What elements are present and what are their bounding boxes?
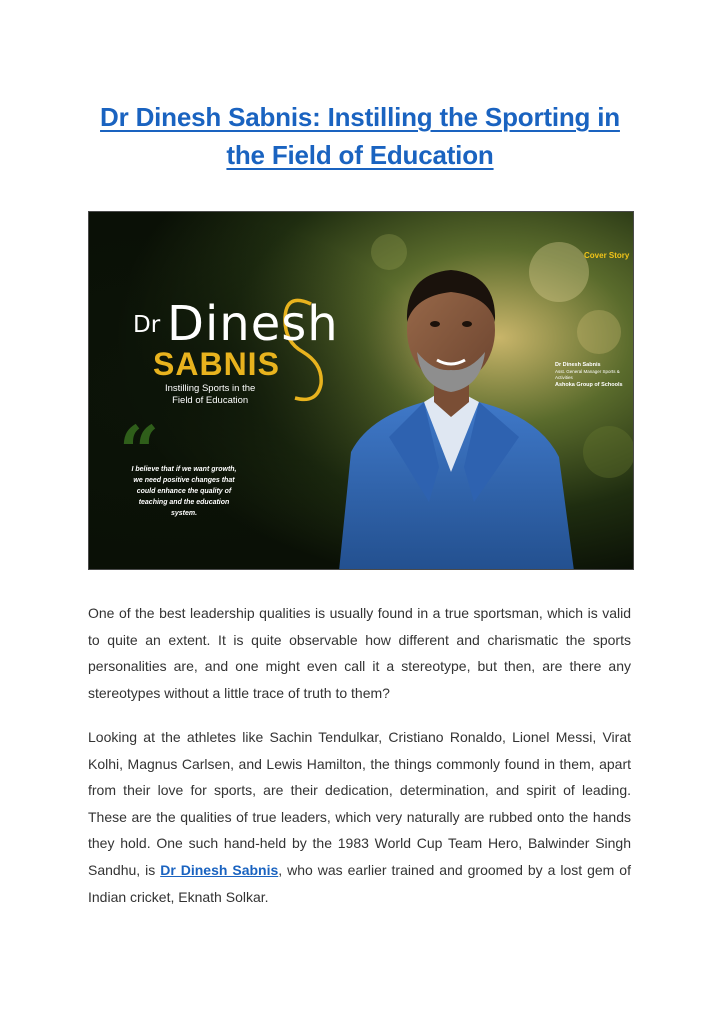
- paragraph-2: [88, 724, 631, 910]
- cover-image: [88, 211, 634, 570]
- cover-subtitle-line2: Field of Education: [172, 395, 249, 406]
- cover-person-org: Ashoka Group of Schools: [555, 381, 623, 388]
- cover-subtitle: [165, 383, 255, 407]
- paragraph-2-text-end: , who was earlier trained and groomed by a lost gem of Indian cricket, Eknath Solkar.: [88, 861, 631, 905]
- paragraph-2-text-start: Looking at the athletes like Sachin Tendulkar, Cristiano Ronaldo, Lionel Messi, Virat Kolhi, Magnus Carlsen, and Lewis Hamilton, the things commonly found in them, apart from their love for sports, are their dedication, determination, and spirit of leading. These are the qualities of true leaders, which very naturally are rubbed onto the hands they hold. One such hand-held by the 1983 World Cup Team Hero, Balwinder Singh Sandhu, is: [88, 729, 631, 878]
- cover-person-role: Asst. General Manager Sports & Activities: [555, 368, 620, 380]
- article-title[interactable]: Dr Dinesh Sabnis: Instilling the Sporting in the Field of Education: [100, 102, 620, 170]
- dinesh-sabnis-link[interactable]: Dr Dinesh Sabnis: [160, 861, 279, 878]
- cover-person-name: Dr Dinesh Sabnis: [555, 362, 601, 368]
- cover-quote: I believe that if we want growth, we need positive changes that could enhance the quality of teaching and the education system.: [131, 466, 237, 517]
- cover-subtitle-line1: Instilling Sports in the: [165, 383, 256, 394]
- quote-mark-icon: “: [119, 410, 160, 493]
- paragraph-1: One of the best leadership qualities is usually found in a true sportsman, which is valid to quite an extent. It is quite observable how different and charismatic the sports personalities are, and one might even call it a stereotype, but then, are there any stereotypes without a little trace of truth to them?: [88, 605, 631, 701]
- cover-dr-text: Dr: [133, 312, 161, 338]
- cover-story-label: Cover Story: [584, 251, 630, 260]
- cover-last-name: SABNIS: [153, 346, 280, 382]
- cover-first-name: Dinesh: [167, 296, 339, 352]
- cover-person-caption: [555, 362, 625, 388]
